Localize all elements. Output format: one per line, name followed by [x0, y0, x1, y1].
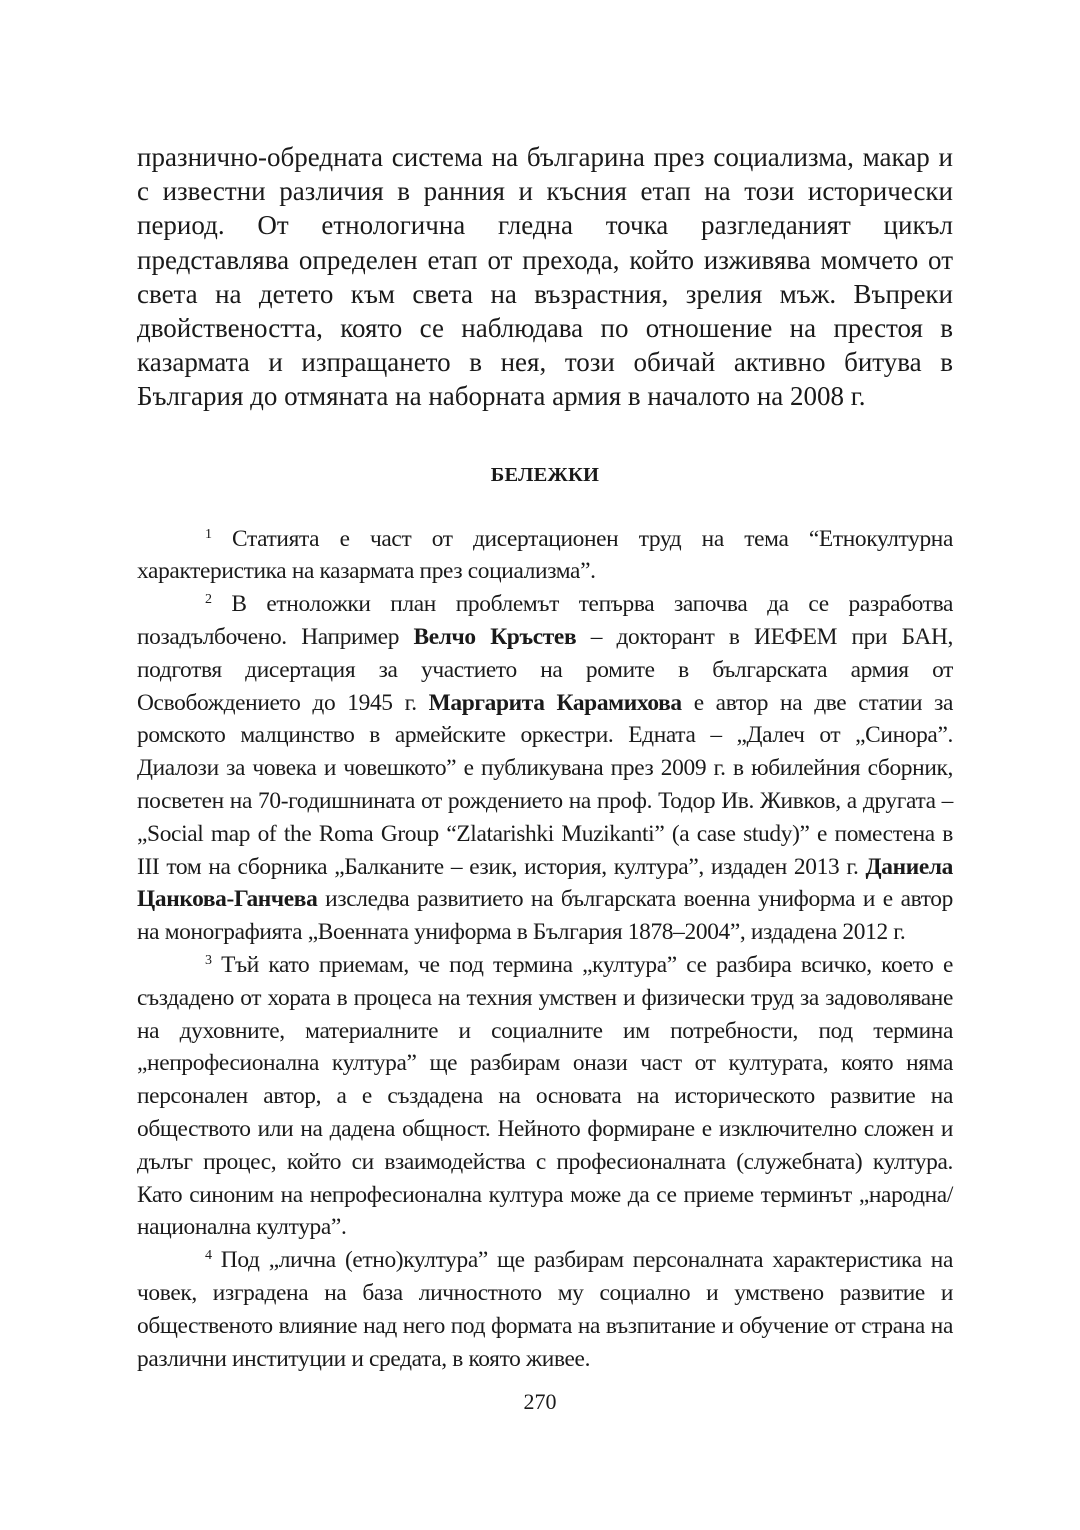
note-2-author-1: Велчо Кръстев	[413, 624, 577, 651]
note-2	[137, 588, 953, 949]
note-2-text-part1: В етноложки план проблемът тепърва започва да се разработва позадълбочено. Например	[137, 591, 953, 651]
note-2-number: 2	[205, 592, 212, 608]
note-1-number: 1	[205, 526, 212, 542]
note-4	[137, 1244, 953, 1375]
note-3-text: Тъй като приемам, че под термина „култура” се разбира всичко, което е създадено от хората в процеса на техния умствен и физически труд за задоволяване на духовните, материалните и социалните им потребности, под термина „непрофесионална култура” ще разбирам онази част от културата, която няма персонален автор, а е създадена на основата на историческото развитие на обществото или на дадена общност. Нейното формиране е изключително сложен и дълъг процес, който си взаимодейства с професионалната (служебната) култура. Като синоним на непрофесионална култура може да се приеме терминът „народна/национална култура”.	[137, 951, 954, 1241]
note-2-text-part3: е автор на две статии за ромското малцинство в армейските оркестри. Едната – „Далеч от „Синора”. Диалози за човека и човешкото” е публикувана през 2009 г. в юбилейния сборник, посветен на 70-годишнината от рождението на проф. Тодор Ив. Живков, а другата – „Social map of the Roma Group “Zlatarishki Muzikanti” (a case study)” е поместена в III том на сборника „Балканите – език, история, култура”, издаден 2013 г.	[137, 689, 954, 880]
note-2-author-3: Даниела Цанкова-Ганчева	[137, 853, 953, 913]
page-content	[137, 140, 953, 1375]
notes-section	[137, 523, 953, 1376]
note-1-text: Статията е част от дисертационен труд на тема “Етнокултурна характеристика на казармата през социализма”.	[137, 525, 953, 585]
note-2-author-2: Маргарита Карамихова	[428, 689, 682, 716]
notes-heading: БЕЛЕЖКИ	[490, 463, 600, 486]
note-3-number: 3	[205, 952, 212, 968]
page-number: 270	[523, 1389, 557, 1414]
note-3	[137, 949, 953, 1244]
note-4-text: Под „лична (етно)култура” ще разбирам персоналната характеристика на човек, изградена на база личностното му социално и умствено развитие и общественото влияние над него под формата на възпитание и обучение от страна на различни институции и средата, в която живее.	[137, 1247, 954, 1372]
note-2-text-part4: изследва развитието на българската военна униформа и е автор на монографията „Военната униформа в България 1878–2004”, издадена 2012 г.	[137, 886, 953, 946]
note-1	[137, 523, 953, 589]
main-paragraph: празнично-обредната система на българина през социализма, макар и с известни различия в ранния и късния етап на този исторически период. От етнологична гледна точка разгледаният цикъл представлява определен етап от прехода, който изживява момчето от света на детето към света на възрастния, зрелия мъж. Въпреки двойствеността, която се наблюдава по отношение на престоя в казармата и изпращането в нея, този обичай активно битува в България до отмяната на наборната армия в началото на 2008 г.	[137, 142, 953, 412]
note-4-number: 4	[205, 1248, 212, 1264]
note-2-text-part2: – докторант в ИЕФЕМ при БАН, подготвя дисертация за участието на ромите в българската армия от Освобождението до 1945 г.	[137, 624, 953, 716]
